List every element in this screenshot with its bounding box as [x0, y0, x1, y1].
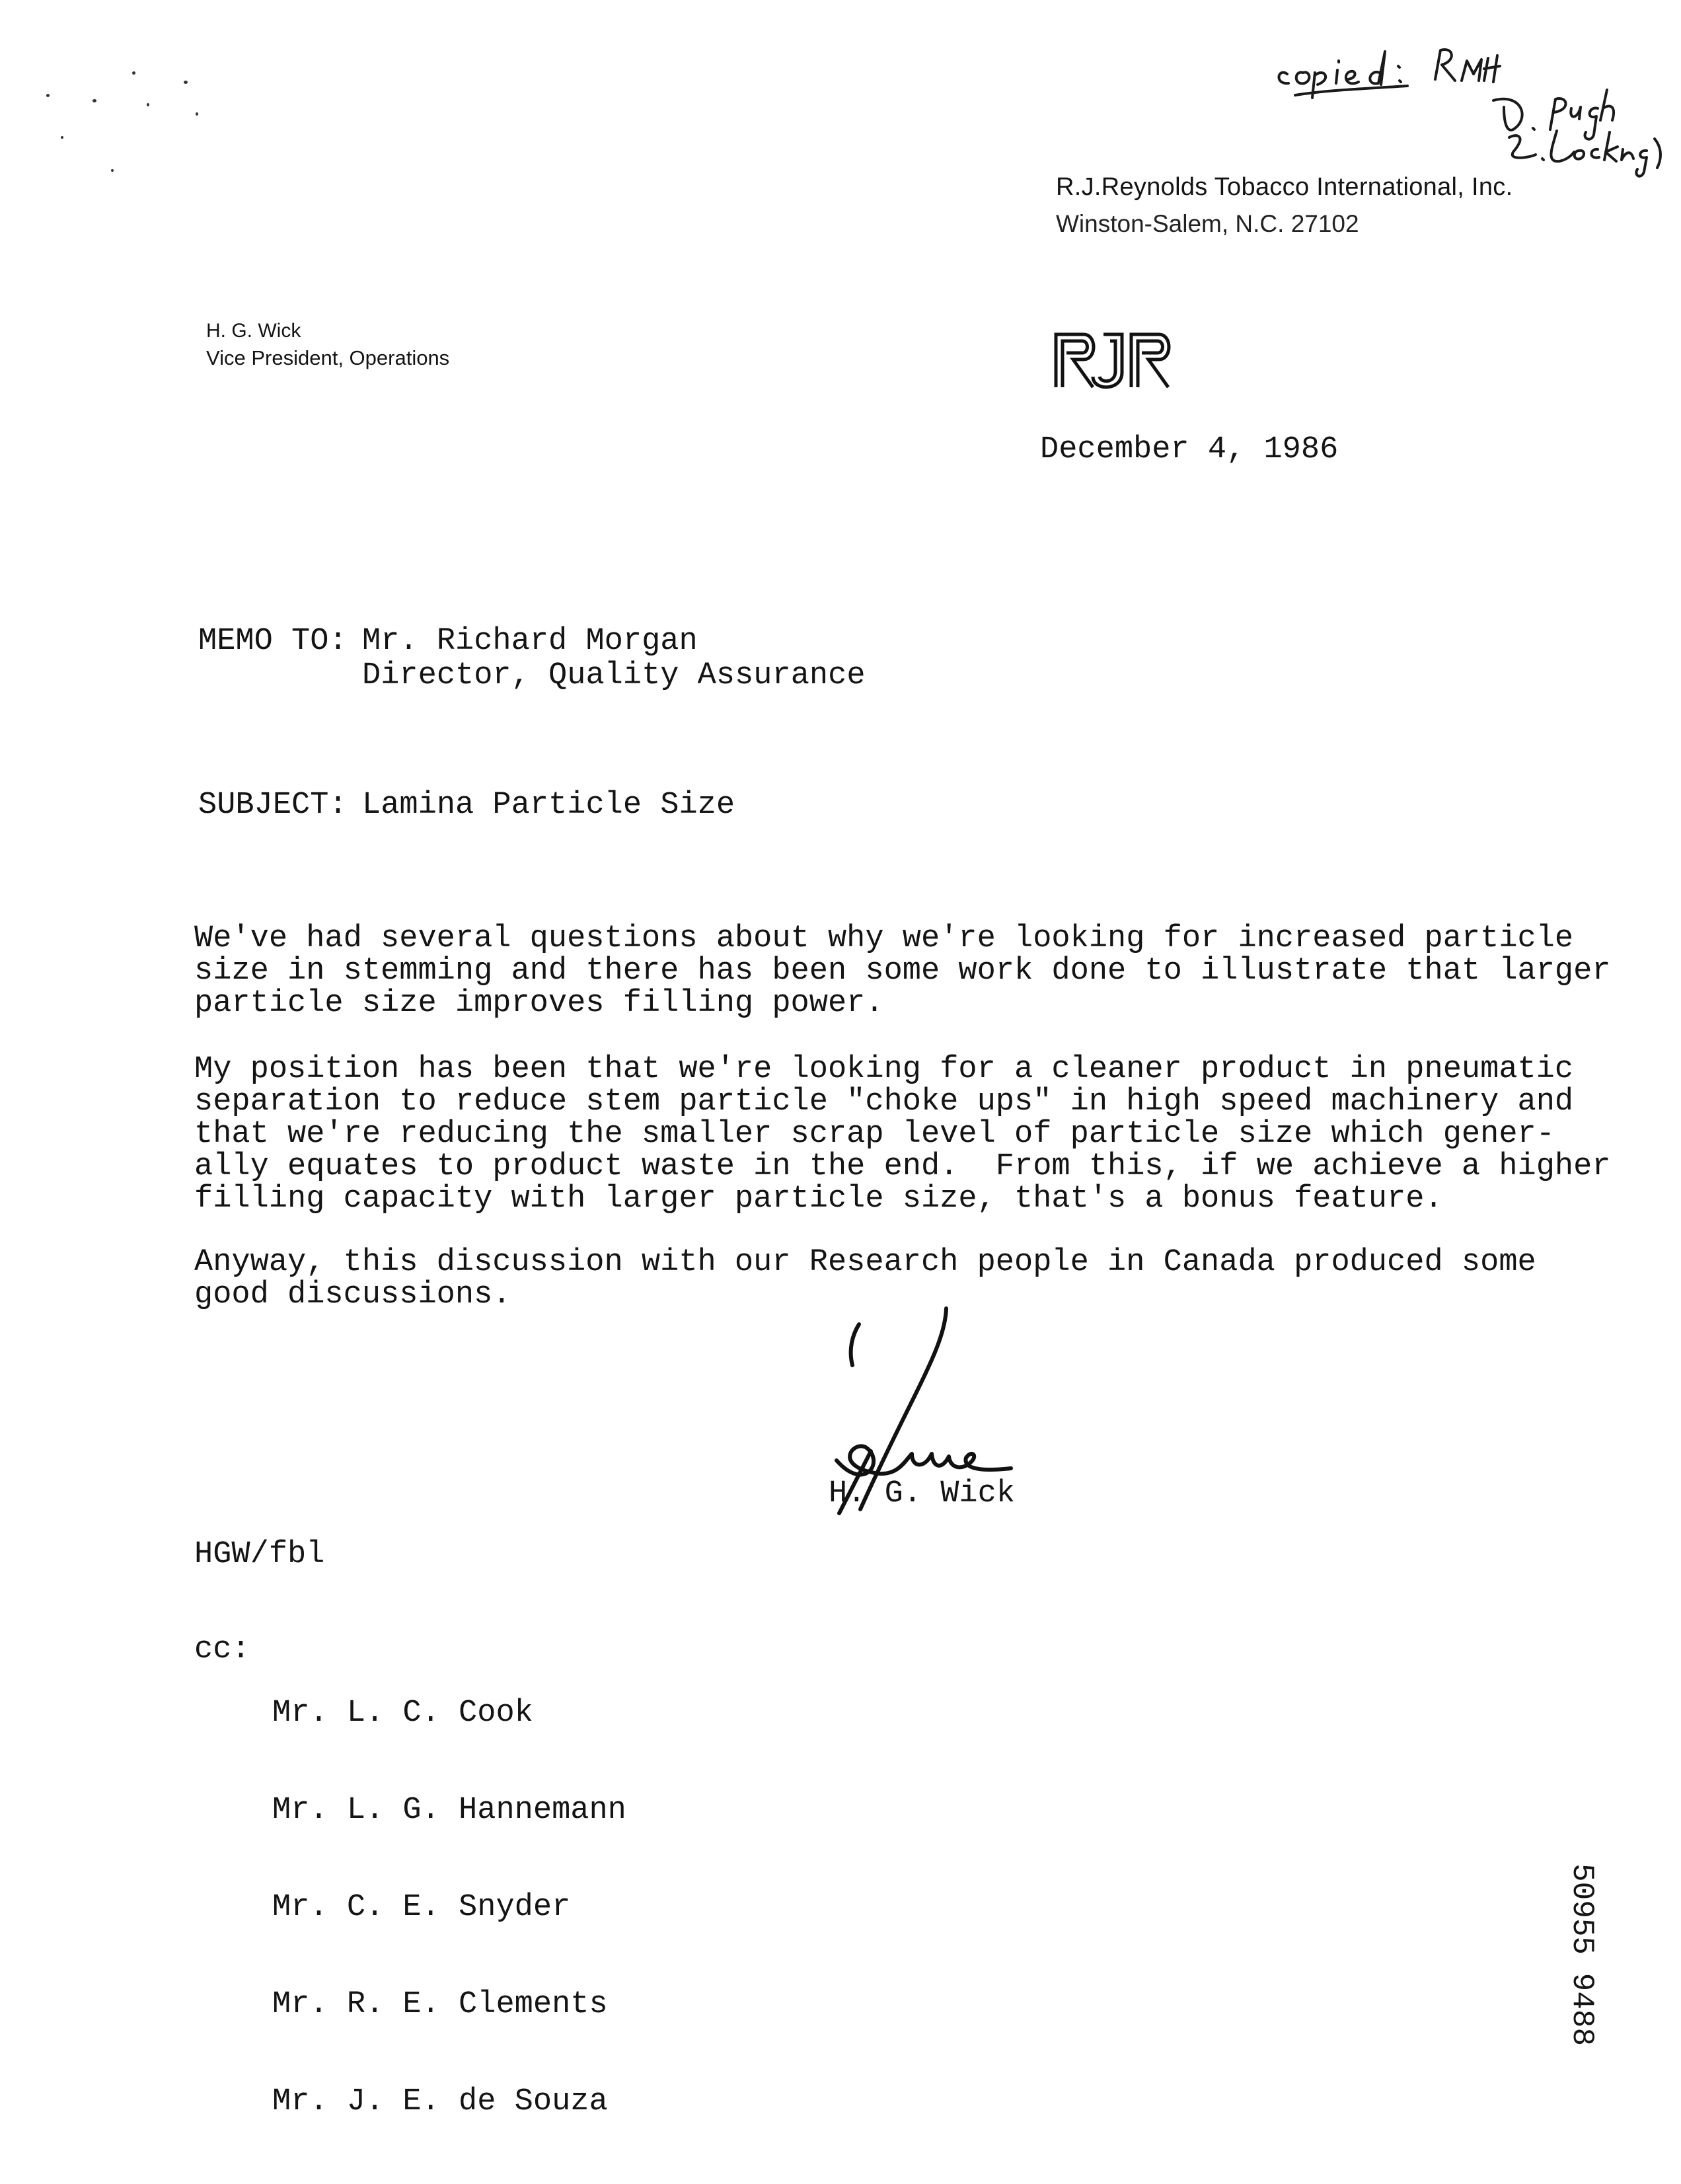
cc-recipient: Mr. J. E. de Souza	[272, 2084, 608, 2119]
recipient-title: Director, Quality Assurance	[362, 658, 866, 693]
cc-list	[272, 1632, 626, 2183]
rjr-logo	[1053, 330, 1188, 390]
cc-recipient: Mr. R. E. Clements	[272, 1987, 608, 2022]
memo-to-label: MEMO TO:	[198, 624, 348, 659]
company-name: R.J.Reynolds Tobacco International, Inc.	[1056, 173, 1513, 201]
body-paragraph: My position has been that we're looking for a cleaner product in pneumatic separation to reduce stem particle "choke ups" in high speed machinery and that we're reducing the smaller scrap level of particle size which gener- ally equates to product waste in the end. From this, if we achieve a higher filling capacity with larger particle size, that's a bonus feature.	[194, 1052, 1611, 1217]
sender-name: H. G. Wick	[206, 320, 301, 342]
subject-label: SUBJECT:	[198, 788, 348, 823]
document-number: 50955 9488	[1565, 1864, 1599, 2047]
typist-initials: HGW/fbl	[194, 1537, 325, 1572]
signature-name: H. G. Wick	[829, 1476, 1016, 1511]
sender-title: Vice President, Operations	[206, 346, 450, 369]
memo-date: December 4, 1986	[1040, 432, 1339, 467]
recipient-name: Mr. Richard Morgan	[362, 624, 698, 659]
cc-label: cc:	[194, 1632, 250, 1667]
company-address: Winston-Salem, N.C. 27102	[1056, 210, 1359, 237]
cc-recipient: Mr. L. G. Hannemann	[272, 1793, 626, 1828]
body-paragraph: Anyway, this discussion with our Research people in Canada produced some good discussions.	[194, 1245, 1536, 1312]
subject-value: Lamina Particle Size	[362, 788, 735, 823]
cc-recipient: Mr. L. C. Cook	[272, 1696, 533, 1731]
handwritten-note	[1269, 26, 1665, 198]
body-paragraph: We've had several questions about why we're looking for increased particle size in stemming and there has been some work done to illustrate that larger particle size improves filling power.	[194, 921, 1611, 1021]
cc-recipient: Mr. C. E. Snyder	[272, 1890, 571, 1925]
